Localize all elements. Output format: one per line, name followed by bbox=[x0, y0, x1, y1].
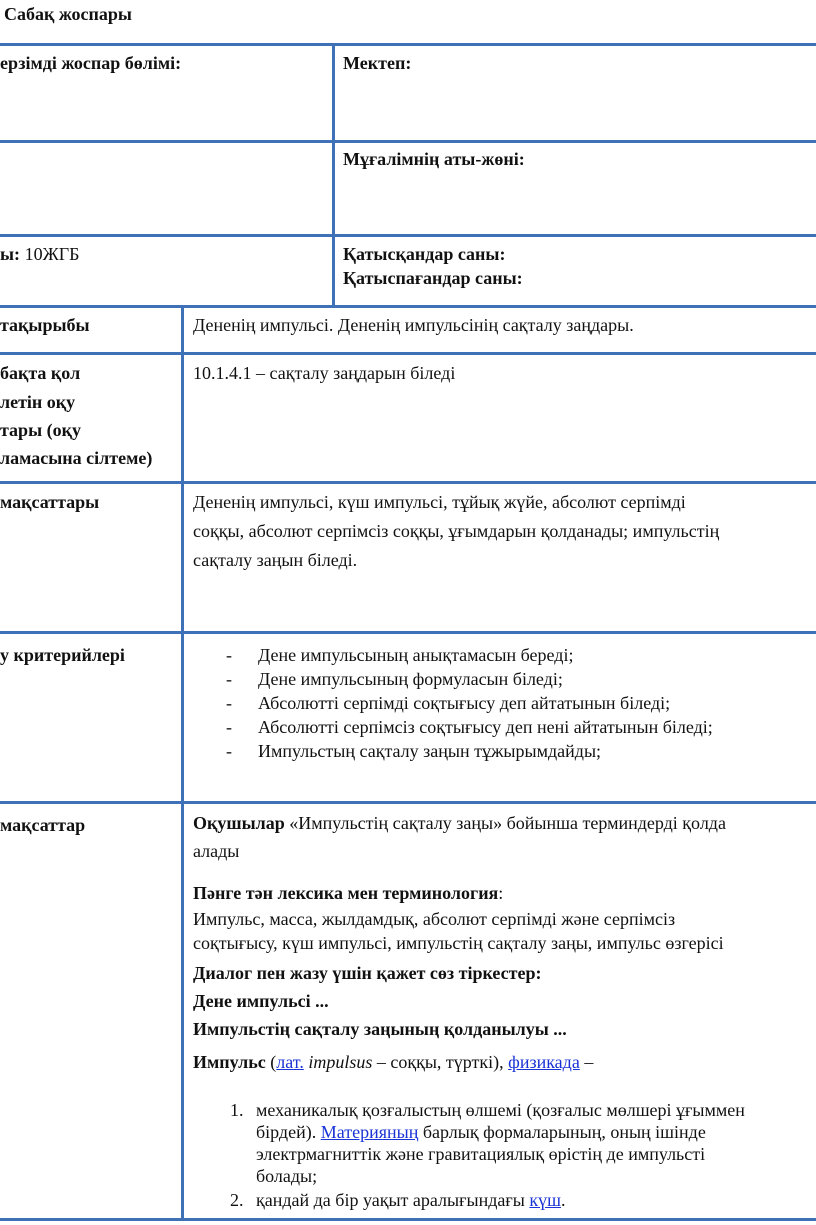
language-aims-line-2: алады bbox=[193, 841, 240, 861]
list-item: - Дене импульсының формуласын біледі; bbox=[226, 669, 563, 689]
physics-link[interactable]: физикада bbox=[508, 1052, 580, 1072]
list-item: - Абсолютті серпімсіз соқтығысу деп нені айтатынын біледі; bbox=[226, 717, 713, 737]
aims-line: сақталу заңын біледі. bbox=[193, 550, 358, 570]
aims-label: мақсаттары bbox=[0, 492, 100, 512]
school-label: Мектеп: bbox=[343, 53, 412, 73]
class-value: 10ЖГБ bbox=[24, 244, 80, 264]
criteria-label: у критерийлері bbox=[0, 645, 125, 665]
long-term-plan-label: ерзімді жоспар бөлімі: bbox=[0, 53, 182, 73]
latin-link[interactable]: лат. bbox=[276, 1052, 304, 1072]
objectives-label-1: бақта қол bbox=[0, 363, 81, 383]
phrase-2: Импульстің сақталу заңының қолданылуы ... bbox=[193, 1019, 567, 1039]
list-item: - Абсолютті серпімді соқтығысу деп айтатынын біледі; bbox=[226, 693, 671, 713]
impulse-definitions-list bbox=[230, 1099, 816, 1213]
lexis-line: Импульс, масса, жылдамдық, абсолют серпімді және серпімсіз bbox=[193, 909, 676, 929]
lexis-heading: Пәнге тән лексика мен терминология: bbox=[193, 883, 504, 903]
lexis-line: соқтығысу, күш импульсі, импульстің сақталу заңы, импульс өзгерісі bbox=[193, 933, 724, 953]
topic-label: тақырыбы bbox=[0, 315, 90, 335]
class-label: ы: bbox=[0, 244, 21, 264]
aims-line: соққы, абсолют серпімсіз соққы, ұғымдарын қолданады; импульстің bbox=[193, 521, 720, 541]
list-item: 1. механикалық қозғалыстың өлшемі (қозғалыс мөлшері ұғыммен бірдей). Материяның барлық формаларының, оның ішінде электрмагниттік және гравитациялық өрістің де импульсті болады; bbox=[230, 1100, 745, 1186]
language-aims-label: мақсаттар bbox=[0, 815, 86, 835]
impulse-definition: Импульс (лат. impulsus – соққы, түрткі), физикада – bbox=[193, 1052, 594, 1072]
language-aims-line-1: Оқушылар «Импульстің сақталу заңы» бойынша терминдерді қолда bbox=[193, 813, 726, 833]
matter-link[interactable]: Материяның bbox=[320, 1122, 419, 1142]
phrases-heading: Диалог пен жазу үшін қажет сөз тіркестер: bbox=[193, 963, 542, 983]
phrase-1: Дене импульсі ... bbox=[193, 991, 329, 1011]
teacher-name-label: Мұғалімнің аты-жөні: bbox=[343, 149, 525, 169]
topic-value: Дененің импульсі. Дененің импульсінің сақталу заңдары. bbox=[193, 315, 634, 335]
present-count-label: Қатысқандар саны: bbox=[343, 244, 506, 264]
list-item: - Импульстың сақталу заңын тұжырымдайды; bbox=[226, 741, 602, 761]
objectives-label-4: ламасына сілтеме) bbox=[0, 448, 153, 468]
absent-count-label: Қатыспағандар саны: bbox=[343, 268, 523, 288]
objectives-label-3: тары (оқу bbox=[0, 420, 81, 440]
list-item: 2. қандай да бір уақыт аралығындағы күш. bbox=[230, 1190, 566, 1210]
list-item: - Дене импульсының анықтамасын береді; bbox=[226, 645, 574, 665]
class-cell bbox=[0, 242, 79, 266]
objectives-value: 10.1.4.1 – сақталу заңдарын біледі bbox=[193, 363, 456, 383]
objectives-label-2: летін оқу bbox=[0, 392, 76, 412]
page-title: Сабақ жоспары bbox=[4, 4, 132, 24]
aims-line: Дененің импульсі, күш импульсі, тұйық жүйе, абсолют серпімді bbox=[193, 492, 686, 512]
force-link[interactable]: күш bbox=[529, 1190, 561, 1210]
criteria-list bbox=[226, 643, 713, 763]
